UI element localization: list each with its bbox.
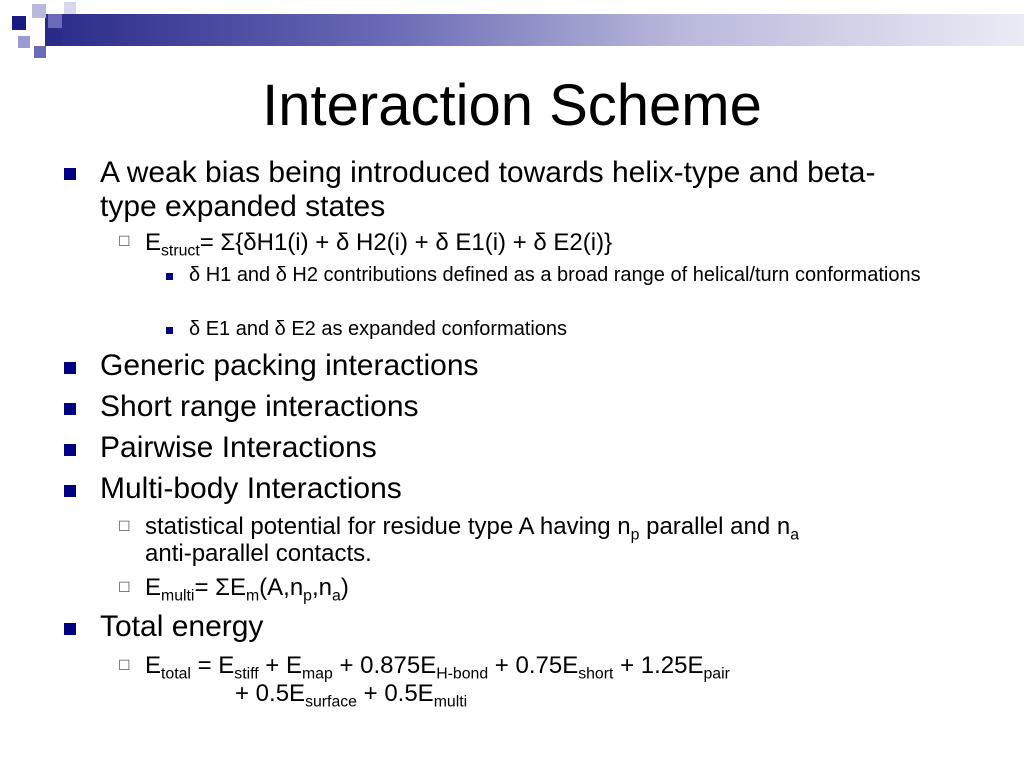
bullet-e-conformations: δ E1 and δ E2 as expanded conformations [189, 318, 568, 340]
bullet-short-range: Short range interactions [100, 390, 419, 423]
hollow-square-icon: ☐ [118, 518, 131, 534]
bullet-square-icon [64, 168, 76, 180]
statistical-potential-text: statistical potential for residue type A having $n_p$ parallel and $n_a$ anti-parallel contacts. [145, 513, 800, 567]
emulti-formula: $E_{multi}= \Sigma E_m(A,n_p,n_a)$ [145, 574, 349, 605]
hollow-square-icon: ☐ [118, 579, 131, 595]
bullet-small-square-icon [166, 327, 173, 334]
bullet-h-contributions: δ H1 and δ H2 contributions defined as a broad range of helical/turn conformations [189, 264, 921, 286]
bullet-pairwise: Pairwise Interactions [100, 431, 377, 464]
slide-title: Interaction Scheme [262, 73, 762, 138]
bullet-square-icon [64, 623, 76, 635]
bullet-small-square-icon [166, 273, 173, 280]
bullet-multibody: Multi-body Interactions [100, 472, 402, 505]
bullet-square-icon [64, 403, 76, 415]
hollow-square-icon: ☐ [118, 233, 131, 249]
bullet-total-energy: Total energy [100, 610, 264, 643]
bullet-generic-packing: Generic packing interactions [100, 349, 479, 382]
etotal-formula-line1: $E_{total} = E_{stiff} + E_{map} + 0.875E_{H-bond} + 0.75E_{short} + 1.25E_{pair}$ [145, 652, 730, 683]
bullet-square-icon [64, 444, 76, 456]
hollow-square-icon: ☐ [118, 657, 131, 673]
bullet-square-icon [64, 362, 76, 374]
bullet-weak-bias: A weak bias being introduced towards helix-type and beta-type expanded states [100, 156, 876, 223]
etotal-formula-line2: + $0.5E_{surface} + 0.5E_{multi}$ [235, 680, 468, 711]
bullet-square-icon [64, 485, 76, 497]
estruct-formula: $E_{struct}= \Sigma\{\delta H1(i) + \delta$ H2(i) + δ E1(i) + δ E2(i)} [145, 229, 613, 260]
